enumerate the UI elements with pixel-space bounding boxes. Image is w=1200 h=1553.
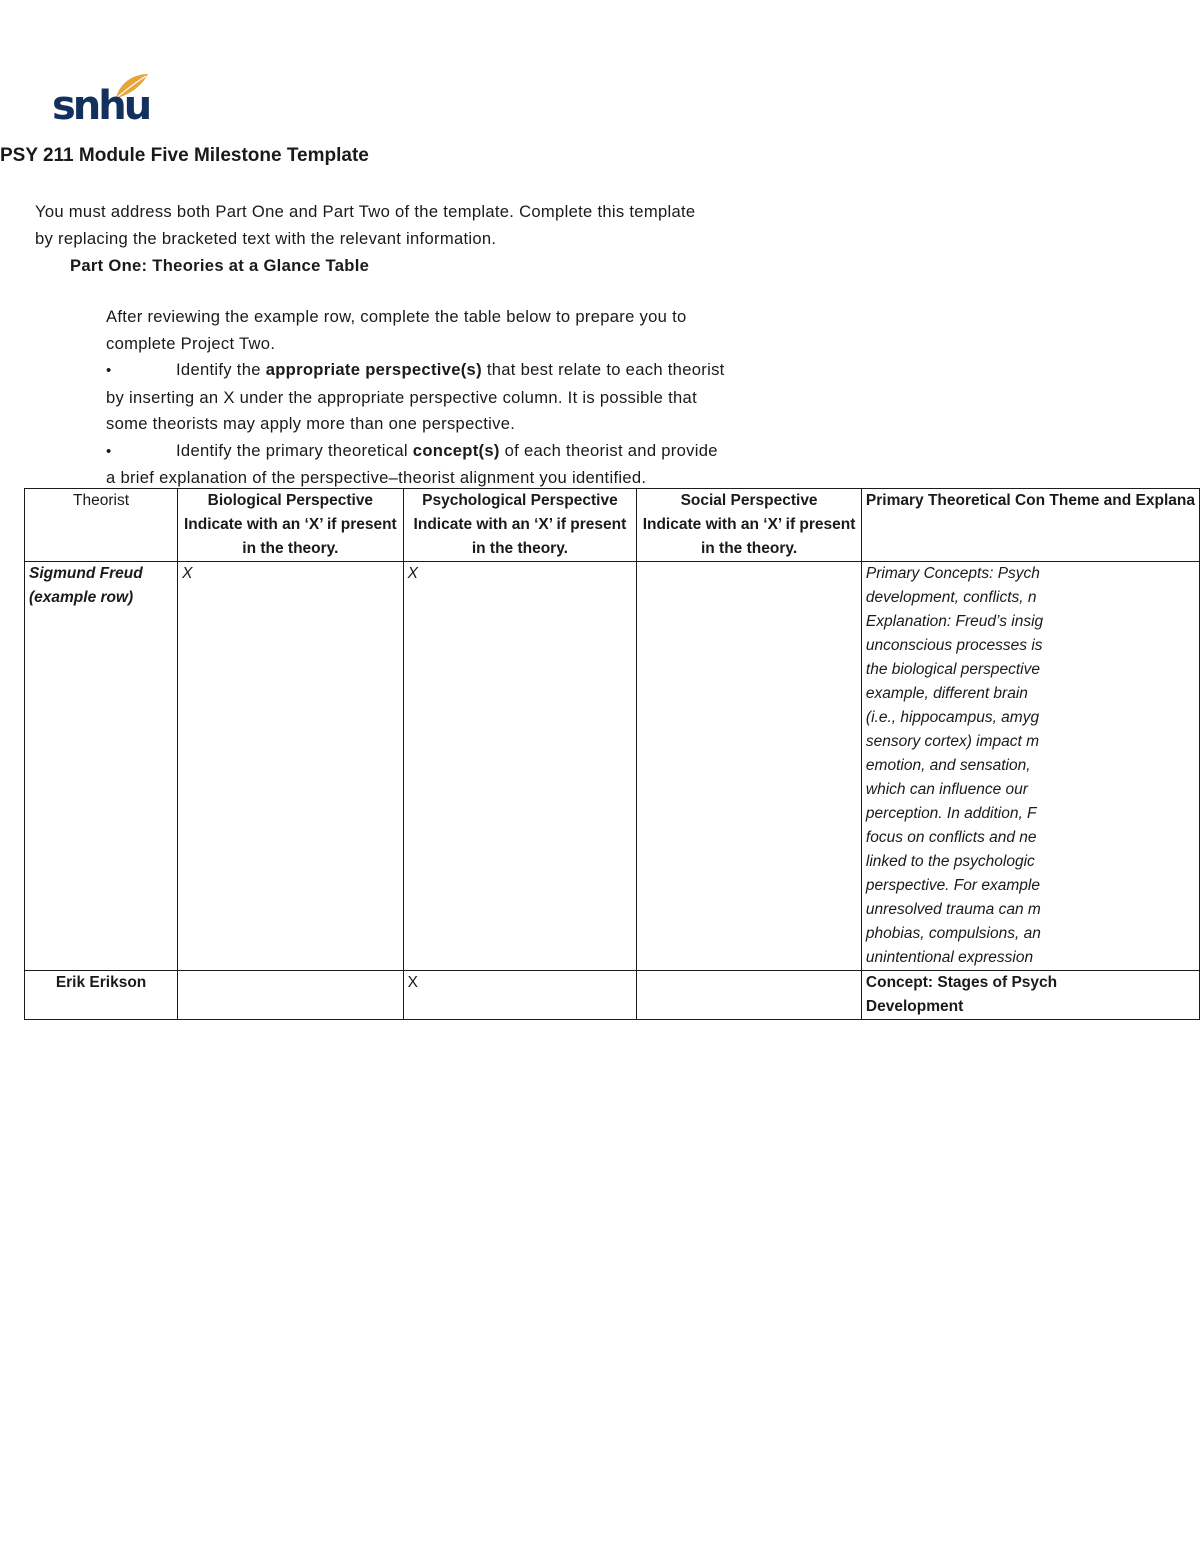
page-title: PSY 211 Module Five Milestone Template [0,145,369,166]
header-social: Social Perspective Indicate with an ‘X’ if present in the theory. [637,489,862,562]
bullet-continuation: by inserting an X under the appropriate perspective column. It is possible that [106,387,697,407]
table-row [25,562,1200,971]
part-one-heading: Part One: Theories at a Glance Table [70,256,370,275]
bullet-item [106,438,725,466]
header-concept: Primary Theoretical Con Theme and Explana [861,489,1199,562]
logo-wordmark: snhu [52,83,150,129]
bullet-text: that best relate to each theorist [481,360,725,379]
bullet-continuation: some theorists may apply more than one perspective. [106,414,516,433]
bullet-icon: • [106,362,112,379]
explanation-cell[interactable]: Primary Concepts: Psych development, conflicts, n Explanation: Freud’s insig unconscious processes is the biological perspective example, different brain (i.e., hippocampus, amyg sensory cortex) impact m emotion, and sensation, which can influence our perception. In addition, F focus on conflicts and ne linked to the psychologic perspective. For example unresolved trauma can m phobias, compulsions, an unintentional expression [861,562,1199,971]
biological-cell[interactable] [178,971,404,1020]
intro-line: by replacing the bracketed text with the relevant information. [35,229,497,248]
biological-cell[interactable]: X [178,562,404,971]
social-cell[interactable] [637,971,862,1020]
psychological-cell[interactable]: X [403,971,637,1020]
header-biological: Biological Perspective Indicate with an ‘X’ if present in the theory. [178,489,404,562]
header-theorist: Theorist [25,489,178,562]
snhu-logo [52,72,150,136]
instruction-line: complete Project Two. [106,333,276,353]
table-header-row [25,489,1200,562]
bullet-text: of each theorist and provide [499,440,718,460]
bullet-continuation: a brief explanation of the perspective–theorist alignment you identified. [106,468,647,487]
theorist-cell[interactable]: Sigmund Freud (example row) [25,562,178,971]
bullet-emphasis: concept(s) [412,440,500,460]
bullet-text: Identify the [176,360,266,379]
bullet-icon: • [106,442,112,460]
bullet-emphasis: appropriate perspective(s) [265,360,482,379]
theories-table [24,488,1200,1020]
theorist-cell[interactable]: Erik Erikson [25,971,178,1020]
table-row [25,971,1200,1020]
header-psychological: Psychological Perspective Indicate with an ‘X’ if present in the theory. [403,489,637,562]
bullet-text: Identify the primary theoretical [176,440,413,460]
explanation-cell[interactable]: Concept: Stages of Psych Development [861,971,1199,1020]
instruction-line: After reviewing the example row, complete the table below to prepare you to [106,307,687,326]
instructions-block [106,304,725,492]
intro-paragraph [35,198,815,252]
bullet-item [106,357,725,385]
intro-line: You must address both Part One and Part Two of the template. Complete this template [35,202,696,221]
psychological-cell[interactable]: X [403,562,637,971]
social-cell[interactable] [637,562,862,971]
